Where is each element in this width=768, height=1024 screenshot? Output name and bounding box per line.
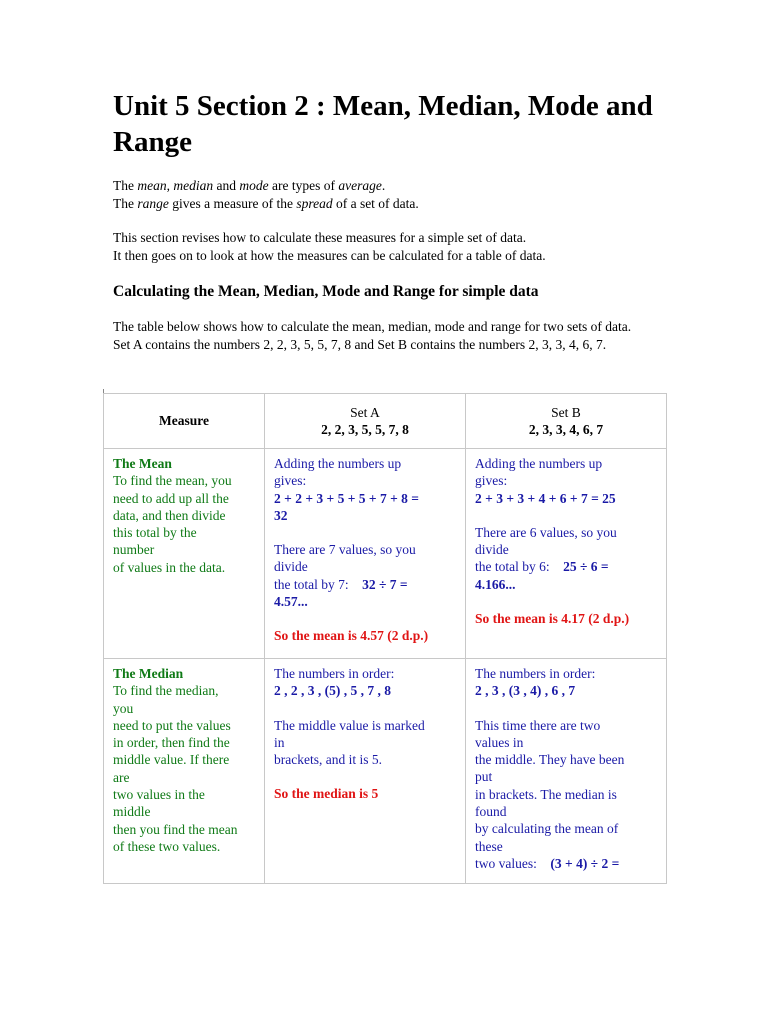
term-median: median [173,178,214,193]
text: divide [274,559,308,575]
text: the total by 7: [274,576,349,592]
text: this total by the [113,525,197,541]
sum: 2 + 2 + 3 + 5 + 5 + 7 + 8 = [274,490,419,506]
text: gives a measure of the [168,195,297,211]
text: There are 7 values, so you [274,542,416,558]
text: The numbers in order: [274,666,395,681]
sum: 2 + 3 + 3 + 4 + 6 + 7 = 25 [475,490,616,506]
text: values in [475,734,524,750]
text: number [113,542,155,558]
mean-answer-a: So the mean is 4.57 (2 d.p.) [274,628,429,644]
calc: 32 ÷ 7 = [362,576,408,592]
intro-paragraph-1 [113,177,673,212]
mean-description-cell [104,449,265,659]
calc-result: 4.166... [475,576,516,592]
text: the middle. They have been [475,752,625,768]
median-answer-a: So the median is 5 [274,786,379,802]
calc: (3 + 4) ÷ 2 = [550,855,620,871]
text: There are 6 values, so you [475,524,617,540]
median-set-b-cell [466,659,667,884]
section-heading: Calculating the Mean, Median, Mode and Range for simple data [113,283,539,300]
header-set-a-label: Set A [350,404,380,420]
text: are [113,769,130,785]
intro-paragraph-2 [113,229,673,264]
calc-result: 4.57... [274,594,308,610]
term-mode: mode [239,178,269,193]
term-range: range [137,195,169,211]
text: by calculating the mean of [475,821,619,837]
text: The middle value is marked [274,717,425,733]
text: The [113,195,138,211]
text: of these two values. [113,838,221,854]
text: middle [113,804,151,820]
text: The [113,178,138,193]
text: To find the median, [113,683,219,699]
mean-answer-b: So the mean is 4.17 (2 d.p.) [475,611,630,627]
header-measure [104,394,265,449]
header-text: Measure [159,413,209,429]
text: in order, then find the [113,735,230,751]
text: in [274,734,285,750]
header-set-a [265,394,466,449]
term-spread: spread [296,195,333,211]
mean-set-b-cell [466,449,667,659]
text: gives: [274,473,307,489]
header-set-b-label: Set B [551,404,581,420]
calc: 25 ÷ 6 = [563,559,609,575]
sum: 32 [274,507,288,523]
text: The numbers in order: [475,666,596,681]
text: divide [475,542,509,558]
text: put [475,769,493,785]
text: Adding the numbers up [475,456,603,471]
text: middle value. If there [113,752,230,768]
term-average: average [338,178,382,193]
text: two values: [475,855,537,871]
text: two values in the [113,787,205,803]
text: Set A contains the numbers 2, 2, 3, 5, 5, 7, 8 and Set B contains the numbers 2, 3, 3, 4, 6, 7. [113,336,607,352]
text: and [213,178,240,193]
text: The table below shows how to calculate the mean, median, mode and range for two sets of data. [113,319,632,334]
text: , [166,178,174,193]
median-set-a-cell [265,659,466,884]
mean-set-a-cell [265,449,466,659]
text: the total by 6: [475,559,550,575]
header-set-b-values: 2, 3, 3, 4, 6, 7 [528,422,604,437]
text: in brackets. The median is [475,786,617,802]
text: data, and then divide [113,507,226,523]
text: gives: [475,473,508,489]
table-row-median [104,659,667,884]
text: need to add up all the [113,490,229,506]
text: these [475,838,503,854]
ordered-values: 2 , 2 , 3 , (5) , 5 , 7 , 8 [274,683,391,699]
text: of values in the data. [113,559,226,575]
header-set-a-values: 2, 2, 3, 5, 5, 7, 8 [321,422,409,437]
ordered-values: 2 , 3 , (3 , 4) , 6 , 7 [475,683,576,699]
text: To find the mean, you [113,473,232,489]
text: Adding the numbers up [274,456,402,471]
mean-title: The Mean [113,456,172,471]
measures-table [103,393,667,884]
text: you [113,700,134,716]
text: This section revises how to calculate these measures for a simple set of data. [113,230,527,245]
text: This time there are two [475,717,601,733]
text: of a set of data. [332,195,419,211]
median-title: The Median [113,666,184,681]
median-description-cell [104,659,265,884]
page-title: Unit 5 Section 2 : Mean, Median, Mode and Range [113,90,653,158]
text: are types of [268,178,339,193]
intro-paragraph-3 [113,318,658,353]
table-row-mean [104,449,667,659]
text: brackets, and it is 5. [274,752,382,768]
header-set-b [466,394,667,449]
table-header-row [104,394,667,449]
text: need to put the values [113,717,231,733]
term-mean: mean [137,178,167,193]
text: . [381,178,386,193]
text: found [475,804,507,820]
text: then you find the mean [113,821,238,837]
text: It then goes on to look at how the measures can be calculated for a table of data. [113,247,546,263]
